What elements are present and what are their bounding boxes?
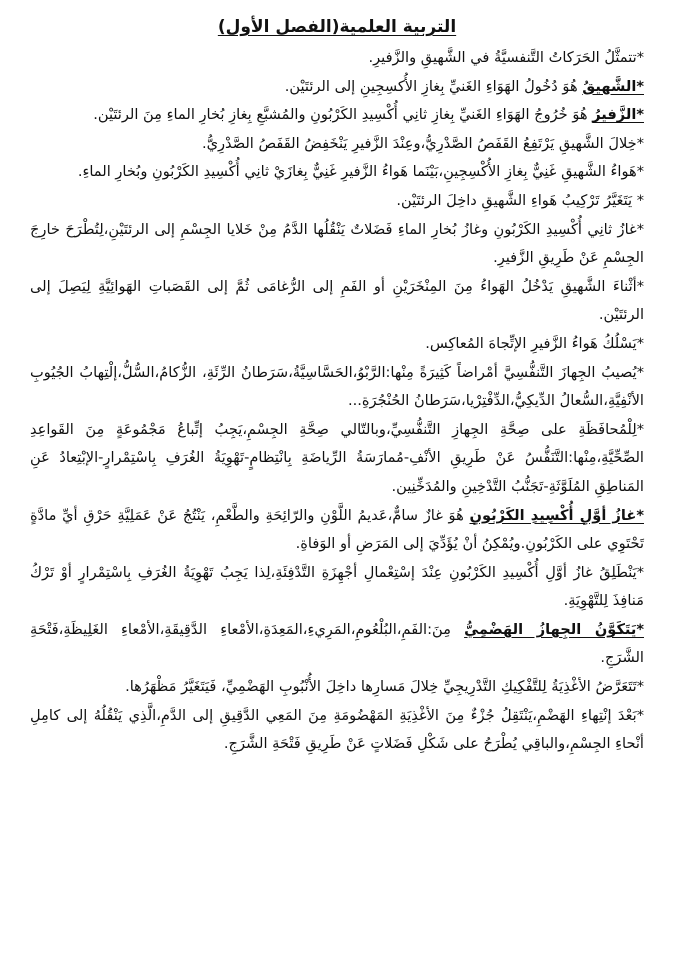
- paragraph-exhalation-path: *يَسْلُكُ هَواءُ الزَّفيرِ الإتِّجاهَ المُعاكِس.: [425, 334, 644, 352]
- paragraph-air-change: * يَتَغَيَّرُ تَرْكِيبُ هَواءِ الشَّهيقِ داخِلَ الرئتَيْن.: [396, 191, 644, 209]
- paragraph-exhalation-definition: *الزَّفيرُ هُوَ خُرُوجُ الهَوَاءِ الغَنيِّ بِغازِ ثانِي أُكْسِيدِ الكَرْبُونِ والمُشبَّعِ بِغازِ بُخارِ الماءِ مِنَ الرئتَيْن.: [93, 106, 644, 124]
- paragraph-carbon-monoxide: *غازُ أوَّلِ أُكْسِيدِ الكَرْبُونِ هُوَ غازٌ سامٌّ،عَديمُ اللَّوْنِ والرّائِحَةِ والطَّعْمِ، يَنْتُجُ عَنْ عَمَلِيَّةِ حَرْقِ أيِّ مادَّةٍ تَحْتَوِي على الكَرْبُونِ.ويُمْكِنُ أنْ يُؤَدِّيَ إلى المَرَضِ أو الوَفاةِ.: [30, 506, 644, 553]
- paragraph-heating-ventilation: *يَنْطَلِقُ غازُ أوَّلِ أُكْسِيدِ الكَرْبُونِ عِنْدَ إسْتِعْمالِ أجْهِزَةِ التَّدْفِئَةِ،لِذا يَجِبُ تَهْوِيَةُ الغُرَفِ بِاسْتِمْرارٍ أوْ تَرْكُ مَنافِذَ لِلتَّهْوِيَةِ.: [30, 563, 644, 610]
- paragraph-waste-gases: *غازُ ثانِي أُكْسِيدِ الكَرْبُونِ وغازُ بُخارِ الماءِ فَضَلاتٌ يَنْقُلُها الدَّمُ مِنْ خَلايا الجِسْمِ إلى الرئتَيْنِ،لِتُطْرَحَ خارِجَ الجِسْمِ عَنْ طَرِيقِ الزَّفيرِ.: [30, 220, 644, 267]
- paragraph-digestive-system: *يَتَكَوَّنُ الجِهازُ الهَضْمِيُّ مِنَ:الفَمِ،البُلْعُومِ،المَرِيءِ،المَعِدَةِ،الأمْعاءِ الدَّقِيقَةِ،الأمْعاءِ الغَلِيظَةِ،فَتْحَةِ الشَّرَجِ.: [30, 620, 644, 667]
- paragraph-air-composition: *هَواءُ الشَّهيقِ غَنِيٌّ بِغازِ الأُكْسِجِينِ،بَيْنَما هَواءُ الزَّفيرِ غَنِيٌّ بِغازَيْ ثانِي أُكْسِيدِ الكَرْبُونِ وبُخارِ الماءِ.: [77, 163, 644, 181]
- paragraph-absorption: *بَعْدَ إنْتِهاءِ الهَضْمِ،يَنْتَقِلُ جُزْءٌ مِنَ الأغْذِيَةِ المَهْضُومَةِ مِنَ المَعِي الدَّقِيقِ إلى الدَّمِ،الَّذِي يَنْقُلُهُ إلى كامِلِ أنْحاءِ الجِسْمِ،والباقِي يُطْرَحُ على شَكْلِ فَضَلاتٍ عَنْ طَرِيقِ فَتْحَةِ الشَّرَجِ.: [30, 706, 644, 753]
- paragraph-inhalation-definition: *الشَّهيقُ هُوَ دُخُولُ الهَوَاءِ الغَنيِّ بِغازِ الأُكسِجِينِ إلى الرئتَيْن.: [284, 77, 644, 95]
- paragraph-food-breakdown: *تَتَعَرَّضُ الأغْذِيَةُ لِلتَّفْكِيكِ التَّدْرِيجِيِّ خِلالَ مَسارِها داخِلَ الأُنْبُوبِ الهَضْمِيِّ، فَيَتَغَيَّرُ مَظْهَرُها.: [125, 678, 644, 696]
- paragraph-respiratory-diseases: *يُصيبُ الجِهازَ التَّنفُّسِيَّ أمْراضاً كَثِيرَةً مِنْها:الرَّبْوُ،الحَسَّاسِيَّةُ،سَرَطانُ الرِّئَةِ، الزُّكامُ،السُّلُّ،إلْتِهابُ الجُيُوبِ الأنْفِيَّةِ،السُّعالُ الدِّيكِيُّ،الدِّفْتِرْيا،سَرَطانُ الحُنْجُرَةِ...: [30, 363, 644, 410]
- paragraph-air-path: *أثْناءَ الشَّهيقِ يَدْخُلُ الهَواءُ مِنَ المِنْخَرَيْنِ أو الفَمِ إلى الرُّغامَى ثُمَّ إلى القَصَباتِ الهَوائِيَّةِ لِيَصِلَ إلى الرئتَيْن.: [30, 277, 644, 324]
- paragraph-health-rules: *لِلْمُحافَظَةِ على صِحَّةِ الجِهازِ التَّنفُّسِيِّ،وبالتّالي صِحَّةِ الجِسْمِ،يَجِبُ إتِّباعُ مَجْمُوعَةٍ مِنَ القَواعِدِ الصِّحِّيَّةِ،مِنْها:التَّنَفُّسُ عَنْ طَرِيقِ الأنْفِ-مُمارَسَةُ الرِّياضَةِ بِانْتِظامٍ-تَهْوِيَةُ الغُرَفِ بِاسْتِمْرارٍ-الإبْتِعادُ عَنِ المَناطِقِ المُلَوَّثَةِ-تَجَنُّبُ التَّدْخِينِ والمُدَخِّنِين.: [30, 420, 644, 495]
- paragraph-breathing-movements: *تتمثَّلُ الحَرَكاتُ التَّنفسيَّةُ في الشَّهيقِ والزَّفيرِ.: [368, 49, 644, 66]
- page-title: التربية العلمية(الفصل الأول): [217, 17, 457, 37]
- paragraph-rib-cage: *خِلالَ الشَّهيقِ يَرْتَفِعُ القَفَصُ الصَّدْرِيُّ،وعِنْدَ الزَّفيرِ يَنْخَفِضُ القَفَصُ الصَّدْرِيُّ.: [201, 134, 644, 152]
